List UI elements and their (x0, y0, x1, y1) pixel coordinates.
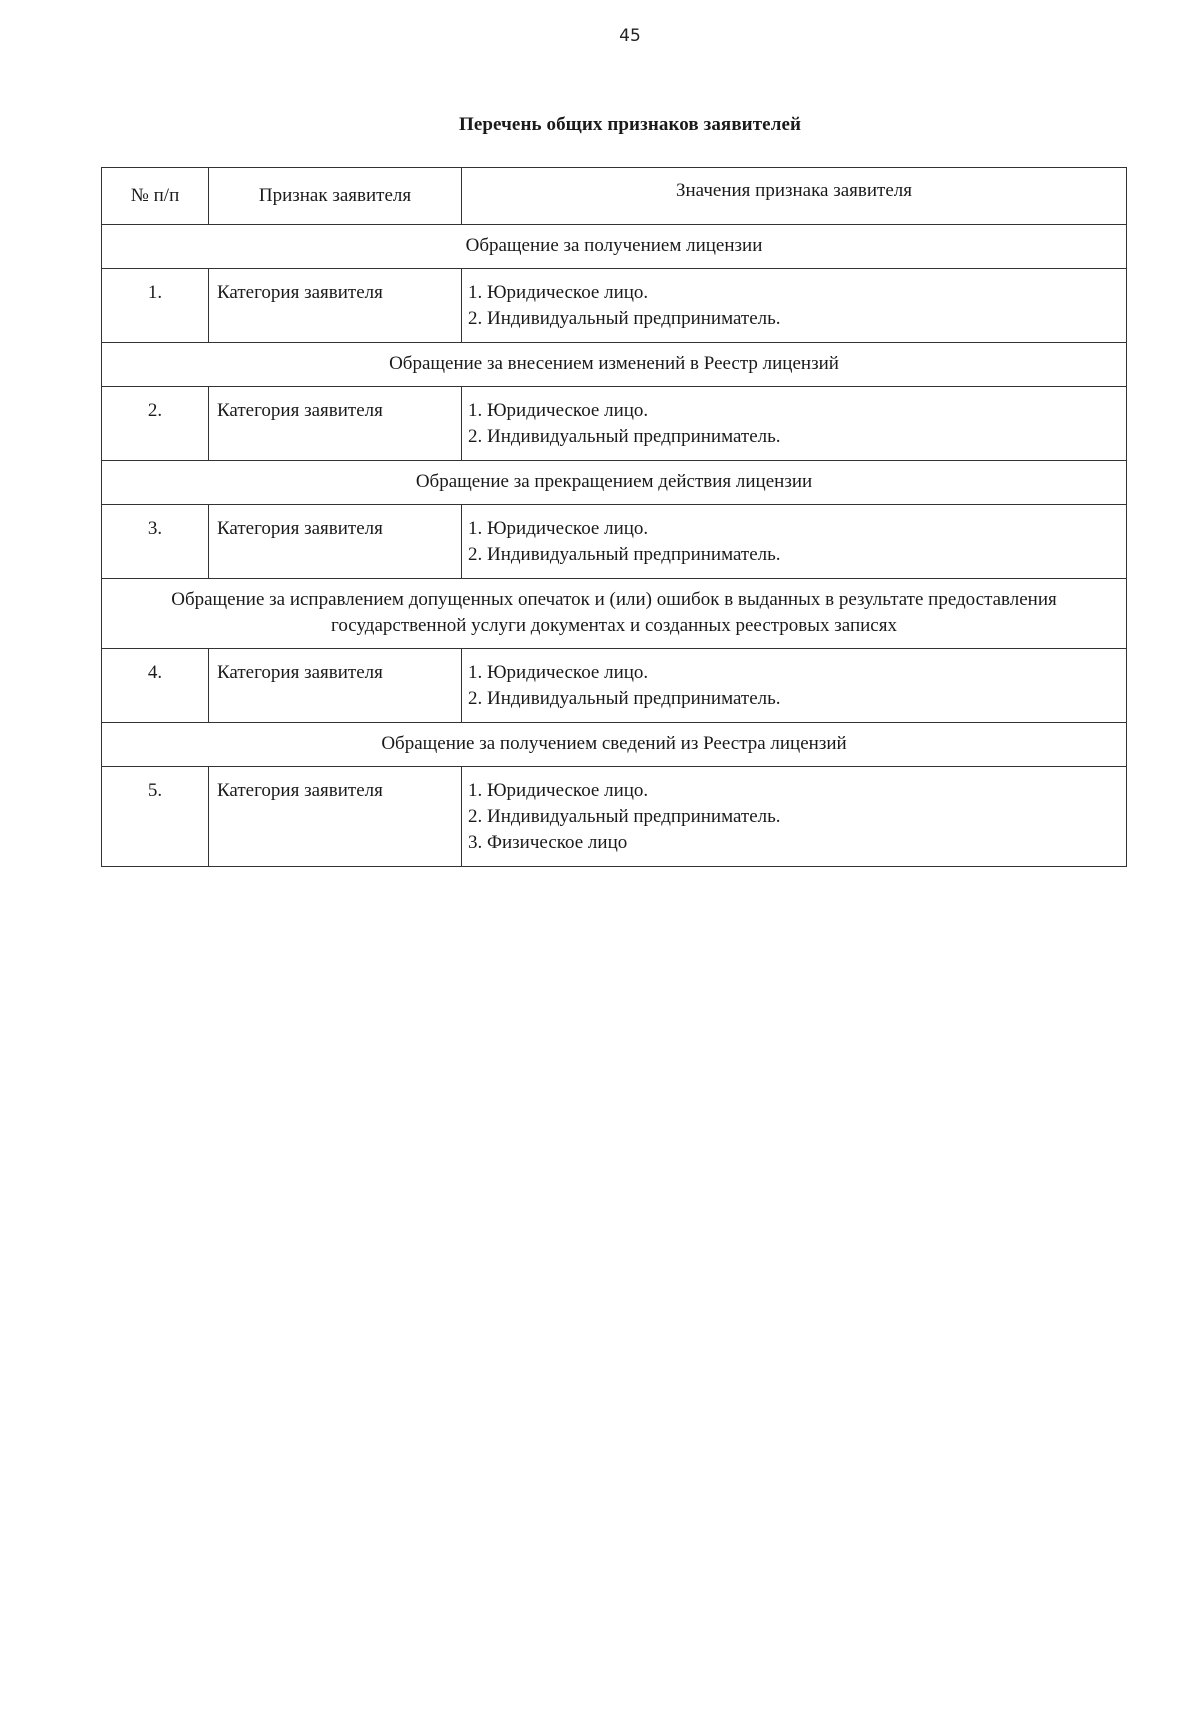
section-heading-row (102, 461, 1127, 505)
value-item: 2. Индивидуальный предприниматель. (468, 426, 781, 447)
row-number: 5. (102, 767, 209, 867)
row-attribute: Категория заявителя (209, 505, 462, 579)
row-values (462, 767, 1127, 867)
value-item: 2. Индивидуальный предприниматель. (468, 308, 781, 329)
value-item: 3. Физическое лицо (468, 832, 628, 853)
value-item: 2. Индивидуальный предприниматель. (468, 806, 781, 827)
page-number: 45 (619, 26, 641, 46)
section-heading-row (102, 723, 1127, 767)
section-heading: Обращение за исправлением допущенных опечаток и (или) ошибок в выданных в результате предоставления государственной услуги документах и созданных реестровых записях (102, 579, 1127, 649)
section-heading: Обращение за получением сведений из Реестра лицензий (102, 723, 1127, 767)
row-attribute: Категория заявителя (209, 269, 462, 343)
table-row (102, 269, 1127, 343)
section-heading: Обращение за прекращением действия лицензии (102, 461, 1127, 505)
row-attribute: Категория заявителя (209, 649, 462, 723)
value-item: 1. Юридическое лицо. (468, 518, 649, 539)
table-row (102, 649, 1127, 723)
row-values (462, 387, 1127, 461)
header-attribute: Признак заявителя (209, 168, 462, 225)
section-heading-row (102, 579, 1127, 649)
table-row (102, 387, 1127, 461)
row-values (462, 269, 1127, 343)
section-heading: Обращение за получением лицензии (102, 225, 1127, 269)
row-values (462, 649, 1127, 723)
row-number: 3. (102, 505, 209, 579)
section-heading-row (102, 225, 1127, 269)
value-item: 1. Юридическое лицо. (468, 780, 649, 801)
applicant-attributes-table (101, 167, 1127, 867)
row-number: 1. (102, 269, 209, 343)
row-attribute: Категория заявителя (209, 767, 462, 867)
table-row (102, 767, 1127, 867)
row-number: 2. (102, 387, 209, 461)
table-header-row (102, 168, 1127, 225)
header-num: № п/п (102, 168, 209, 225)
row-values (462, 505, 1127, 579)
section-heading-row (102, 343, 1127, 387)
value-item: 1. Юридическое лицо. (468, 400, 649, 421)
document-title: Перечень общих признаков заявителей (458, 114, 802, 135)
row-number: 4. (102, 649, 209, 723)
value-item: 2. Индивидуальный предприниматель. (468, 688, 781, 709)
value-item: 1. Юридическое лицо. (468, 662, 649, 683)
section-heading: Обращение за внесением изменений в Реестр лицензий (102, 343, 1127, 387)
header-values: Значения признака заявителя (462, 168, 1127, 225)
row-attribute: Категория заявителя (209, 387, 462, 461)
value-item: 2. Индивидуальный предприниматель. (468, 544, 781, 565)
value-item: 1. Юридическое лицо. (468, 282, 649, 303)
table-row (102, 505, 1127, 579)
